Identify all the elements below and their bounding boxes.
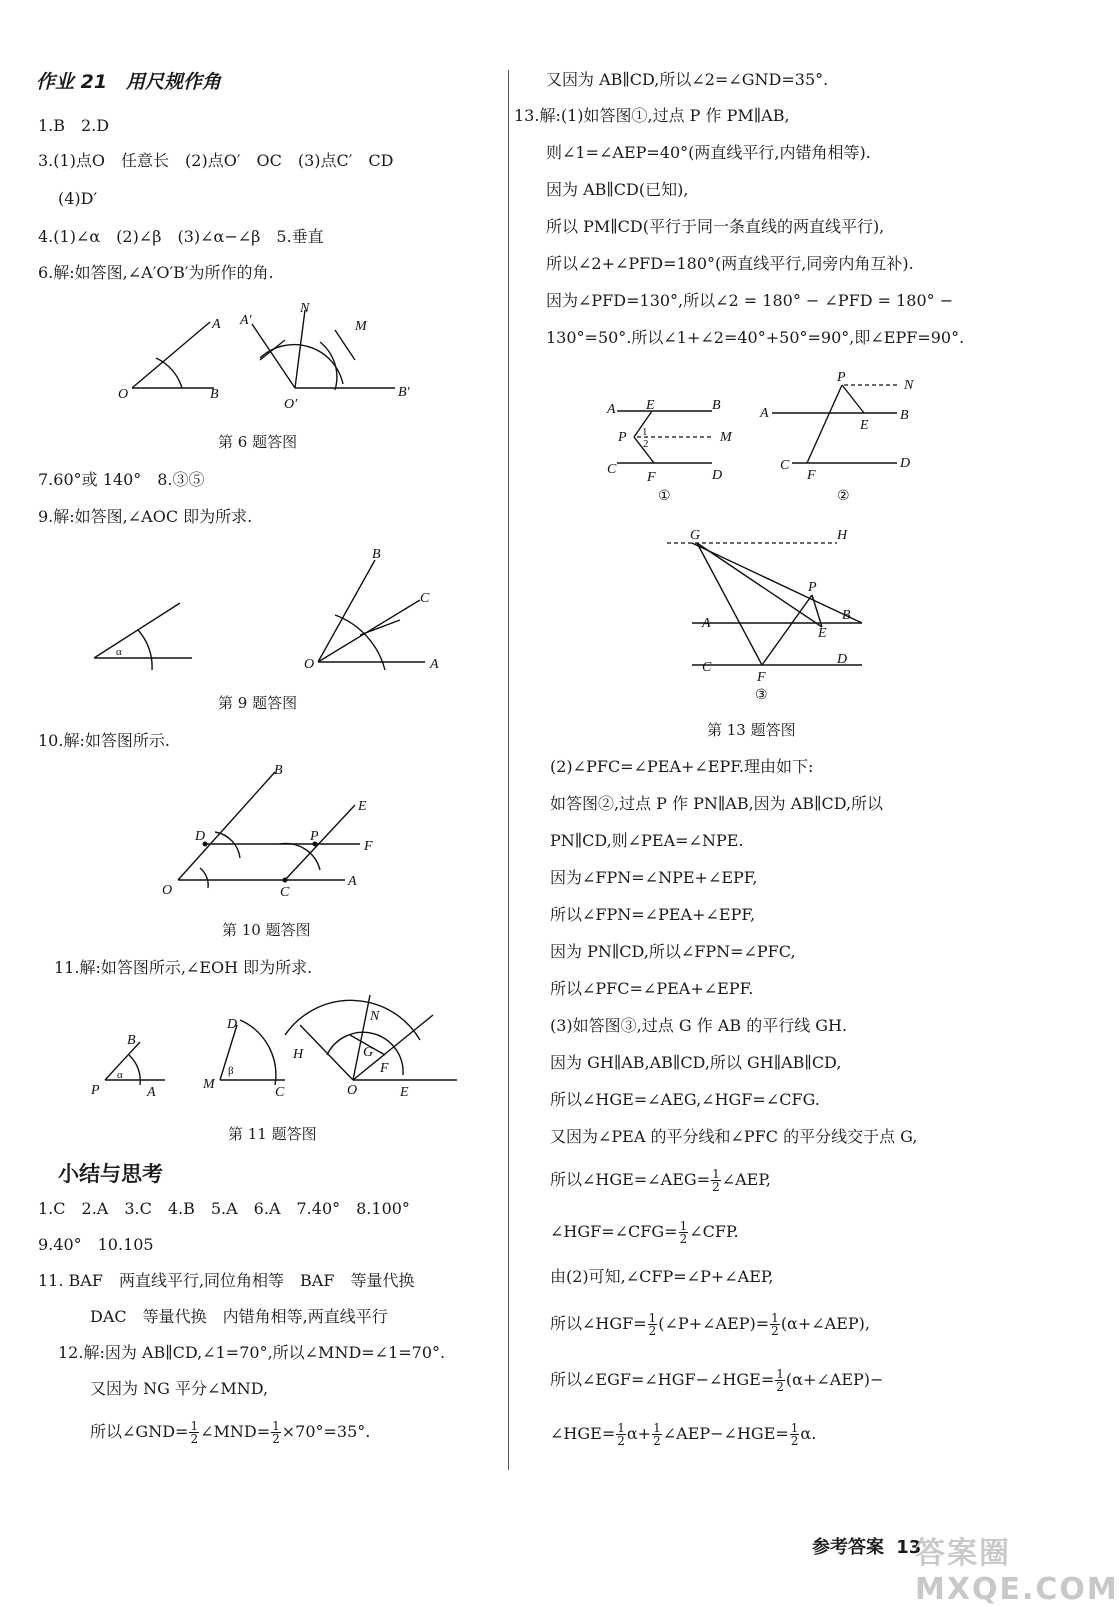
svg-text:A: A: [760, 406, 769, 421]
answer-line: 1.B 2.D: [38, 116, 110, 135]
answer-line: 11. BAF 两直线平行,同位角相等 BAF 等量代换: [38, 1271, 415, 1290]
svg-text:N: N: [300, 301, 310, 316]
svg-text:①: ①: [658, 489, 671, 504]
answer-line: 12.解:因为 AB∥CD,∠1=70°,所以∠MND=∠1=70°.: [58, 1343, 446, 1362]
svg-text:P: P: [91, 1083, 100, 1098]
svg-text:B: B: [274, 763, 283, 778]
fraction-half: $\frac{1}{2}$: [190, 1419, 199, 1446]
svg-text:F: F: [647, 470, 656, 485]
svg-text:E: E: [358, 799, 367, 814]
answer-line: 因为∠PFD=130°,所以∠2 = 180° − ∠PFD = 180° −: [546, 291, 954, 310]
answer-line: 1.C 2.A 3.C 4.B 5.A 6.A 7.40° 8.100°: [38, 1199, 410, 1218]
svg-text:O: O: [304, 657, 315, 672]
svg-text:1: 1: [642, 426, 648, 438]
svg-text:D: D: [900, 456, 911, 471]
svg-text:O: O: [347, 1083, 358, 1098]
answer-line: 因为∠FPN=∠NPE+∠EPF,: [550, 868, 758, 887]
svg-text:F: F: [380, 1061, 389, 1076]
answer-line: 所以∠EGF=∠HGF−∠HGE= $\frac{1}{2}$ (α+∠AEP)−: [550, 1367, 884, 1394]
answer-line: 所以∠HGE=∠AEG,∠HGF=∠CFG.: [550, 1090, 820, 1109]
svg-text:G: G: [363, 1045, 374, 1060]
answer-line: 130°=50°.所以∠1+∠2=40°+50°=90°,即∠EPF=90°.: [546, 328, 965, 347]
svg-text:M: M: [355, 319, 367, 334]
answer-line: 所以∠GND= $\frac{1}{2}$ ∠MND= $\frac{1}{2}$ ×70°=35°.: [90, 1419, 371, 1446]
svg-text:F: F: [757, 670, 766, 685]
svg-text:C: C: [780, 458, 790, 473]
answer-line: 4.(1)∠α (2)∠β (3)∠α−∠β 5.垂直: [38, 227, 324, 246]
svg-text:E: E: [818, 626, 827, 641]
figure-q11: [85, 990, 465, 1105]
label-O: O: [118, 387, 129, 402]
figure-caption: 第 9 题答图: [218, 694, 298, 712]
svg-text:D: D: [227, 1017, 238, 1032]
answer-line: (3)如答图③,过点 G 作 AB 的平行线 GH.: [550, 1016, 848, 1035]
answer-line: 3.(1)点O 任意长 (2)点O′ OC (3)点C′ CD: [38, 151, 394, 170]
fraction-half: $\frac{1}{2}$: [272, 1419, 280, 1446]
svg-text:D: D: [712, 468, 723, 483]
fraction-half: $\frac{1}{2}$: [648, 1311, 657, 1338]
figure-caption: 第 6 题答图: [218, 433, 298, 451]
fraction-half: $\frac{1}{2}$: [712, 1167, 720, 1194]
figure-caption: 第 10 题答图: [222, 921, 311, 939]
answer-line: DAC 等量代换 内错角相等,两直线平行: [90, 1307, 388, 1326]
svg-text:E: E: [646, 398, 655, 413]
svg-text:A′: A′: [240, 313, 252, 328]
answer-line: 所以∠PFC=∠PEA+∠EPF.: [550, 979, 754, 998]
answer-line: 又因为∠PEA 的平分线和∠PFC 的平分线交于点 G,: [550, 1127, 918, 1146]
answer-line: 9.解:如答图,∠AOC 即为所求.: [38, 507, 253, 526]
svg-text:α: α: [117, 1069, 123, 1081]
answer-line: 因为 GH∥AB,AB∥CD,所以 GH∥AB∥CD,: [550, 1053, 842, 1072]
answer-line: 10.解:如答图所示.: [38, 731, 170, 750]
answer-line: 6.解:如答图,∠A′O′B′为所作的角.: [38, 263, 274, 282]
svg-text:B: B: [712, 398, 721, 413]
svg-text:C: C: [702, 660, 712, 675]
column-divider: [508, 70, 509, 1470]
figure-q9: [80, 540, 460, 685]
svg-text:A: A: [430, 657, 439, 672]
answer-line: 所以 PM∥CD(平行于同一条直线的两直线平行),: [546, 217, 885, 236]
svg-text:N: N: [904, 378, 914, 393]
svg-text:B: B: [127, 1033, 136, 1048]
svg-text:A: A: [147, 1085, 156, 1100]
fraction-half: $\frac{1}{2}$: [617, 1421, 625, 1448]
answer-line: (4)D′: [58, 189, 98, 208]
svg-text:C: C: [275, 1085, 285, 1100]
answer-line: 因为 AB∥CD(已知),: [546, 180, 689, 199]
answer-line: 7.60°或 140° 8.③⑤: [38, 470, 205, 489]
svg-text:A: A: [212, 317, 221, 332]
svg-text:③: ③: [755, 688, 768, 703]
answer-line: 由(2)可知,∠CFP=∠P+∠AEP,: [550, 1267, 774, 1286]
answer-line: 因为 PN∥CD,所以∠FPN=∠PFC,: [550, 942, 796, 961]
svg-text:O′: O′: [284, 397, 298, 412]
answer-line: ∠HGF=∠CFG= $\frac{1}{2}$ ∠CFP.: [550, 1219, 739, 1246]
svg-text:B: B: [900, 408, 909, 423]
fraction-half: $\frac{1}{2}$: [790, 1421, 799, 1448]
svg-text:B: B: [842, 608, 851, 623]
section-title: 作业 21 用尺规作角: [36, 71, 222, 93]
svg-text:P: P: [310, 829, 319, 844]
page-number: 13: [896, 1537, 922, 1558]
fraction-half: $\frac{1}{2}$: [653, 1421, 661, 1448]
svg-text:β: β: [228, 1065, 234, 1077]
svg-text:B: B: [210, 387, 219, 402]
svg-text:P: P: [808, 580, 817, 595]
answer-line: 所以∠HGF= $\frac{1}{2}$ (∠P+∠AEP)= $\frac{1}{2}$ (α+∠AEP),: [550, 1311, 870, 1338]
svg-text:M: M: [203, 1077, 215, 1092]
answer-line: 又因为 NG 平分∠MND,: [90, 1379, 269, 1398]
fraction-half: $\frac{1}{2}$: [771, 1311, 779, 1338]
svg-text:B: B: [372, 547, 381, 562]
figure-q6: [110, 300, 420, 425]
fraction-half: $\frac{1}{2}$: [679, 1219, 688, 1246]
svg-text:H: H: [293, 1047, 304, 1062]
answer-line: 如答图②,过点 P 作 PN∥AB,因为 AB∥CD,所以: [550, 794, 884, 813]
svg-text:α: α: [116, 646, 122, 658]
answer-line: 又因为 AB∥CD,所以∠2=∠GND=35°.: [546, 70, 829, 89]
svg-text:C: C: [280, 885, 290, 900]
answer-line: 所以∠HGE=∠AEG= $\frac{1}{2}$ ∠AEP,: [550, 1167, 771, 1194]
svg-text:P: P: [618, 430, 627, 445]
fraction-half: $\frac{1}{2}$: [776, 1367, 784, 1394]
answer-line: ∠HGE= $\frac{1}{2}$ α+ $\frac{1}{2}$ ∠AEP−∠HGE= $\frac{1}{2}$ α.: [550, 1421, 817, 1448]
svg-text:C: C: [420, 591, 430, 606]
page-footer: [812, 1533, 921, 1559]
figure-caption: 第 13 题答图: [707, 721, 796, 739]
svg-text:2: 2: [643, 438, 649, 450]
svg-text:B′: B′: [398, 385, 410, 400]
watermark: 答案圈 MXQE.COM: [915, 1536, 1119, 1607]
svg-text:F: F: [364, 839, 373, 854]
figure-caption: 第 11 题答图: [228, 1125, 317, 1143]
answer-line: 则∠1=∠AEP=40°(两直线平行,内错角相等).: [546, 143, 871, 162]
svg-text:D: D: [195, 829, 206, 844]
figure-q13: [582, 365, 942, 710]
svg-text:P: P: [837, 370, 846, 385]
svg-text:M: M: [720, 430, 732, 445]
summary-heading: 小结与思考: [58, 1162, 163, 1186]
svg-text:A: A: [607, 402, 616, 417]
svg-text:H: H: [837, 528, 848, 543]
answer-line: 所以∠FPN=∠PEA+∠EPF,: [550, 905, 756, 924]
svg-text:E: E: [400, 1085, 409, 1100]
svg-text:F: F: [807, 468, 816, 483]
svg-text:②: ②: [837, 489, 850, 504]
figure-q10: [150, 760, 390, 900]
svg-text:D: D: [837, 652, 848, 667]
svg-text:A: A: [348, 874, 357, 889]
svg-text:C: C: [607, 462, 617, 477]
svg-text:G: G: [690, 528, 701, 543]
svg-text:A: A: [702, 616, 711, 631]
footer-label: 参考答案: [812, 1537, 884, 1558]
answer-line: 所以∠2+∠PFD=180°(两直线平行,同旁内角互补).: [546, 254, 914, 273]
answer-line: PN∥CD,则∠PEA=∠NPE.: [550, 831, 744, 850]
answer-line: 9.40° 10.105: [38, 1235, 154, 1254]
answer-line: 13.解:(1)如答图①,过点 P 作 PM∥AB,: [514, 106, 790, 125]
svg-text:N: N: [370, 1009, 380, 1024]
svg-text:E: E: [860, 418, 869, 433]
answer-line: (2)∠PFC=∠PEA+∠EPF.理由如下:: [550, 757, 814, 776]
answer-line: 11.解:如答图所示,∠EOH 即为所求.: [54, 958, 313, 977]
svg-text:O: O: [162, 883, 173, 898]
